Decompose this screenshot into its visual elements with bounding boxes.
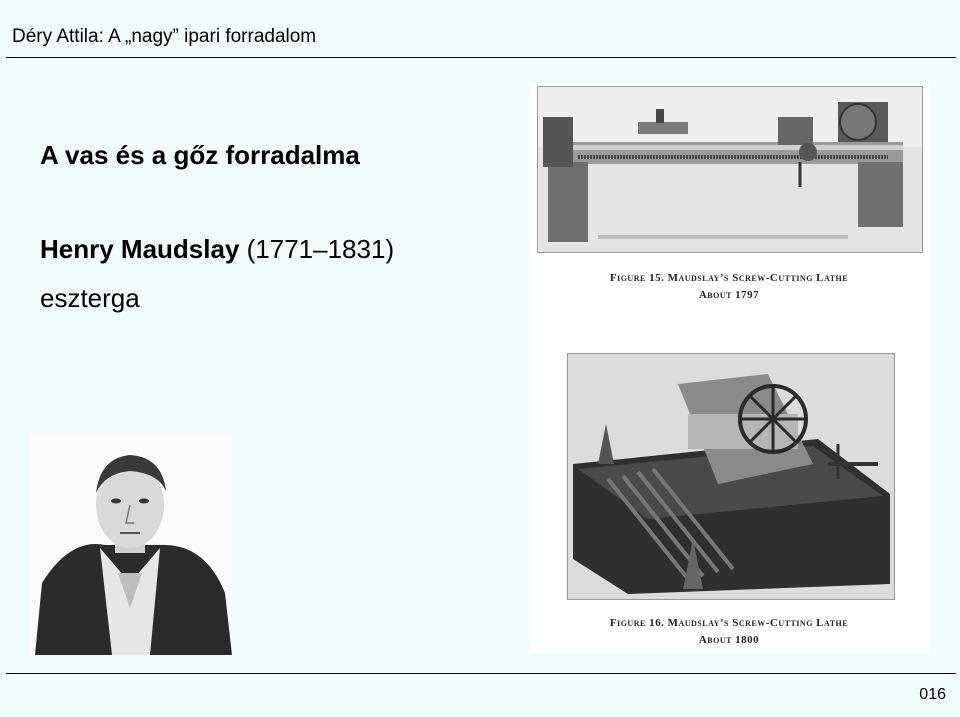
lathe-1797-photo	[537, 86, 923, 253]
subject-label: eszterga	[40, 283, 140, 313]
footer-divider	[6, 673, 956, 674]
lathe-1800-photo	[567, 353, 895, 600]
header-divider	[6, 57, 956, 58]
figure-15-caption	[529, 272, 929, 301]
figure-16-date: About 1800	[698, 634, 760, 646]
slide-title: A vas és a gőz forradalma	[40, 140, 360, 170]
header-title: Déry Attila: A „nagy” ipari forradalom	[12, 26, 317, 47]
person-years: (1771–1831)	[246, 234, 395, 264]
maudslay-portrait	[30, 433, 232, 655]
figure-16-caption	[529, 617, 929, 646]
person-line	[40, 234, 394, 265]
page-number: 016	[919, 686, 946, 703]
slide-header	[0, 0, 960, 58]
figure-15-date: About 1797	[698, 289, 760, 301]
figure-16-caption-text: Figure 16. Maudslay’s Screw-Cutting Lathe	[609, 617, 849, 629]
figure-15-caption-text: Figure 15. Maudslay’s Screw-Cutting Lathe	[609, 272, 849, 284]
lathe-photo-panel	[529, 82, 929, 654]
person-name: Henry Maudslay	[40, 234, 240, 264]
